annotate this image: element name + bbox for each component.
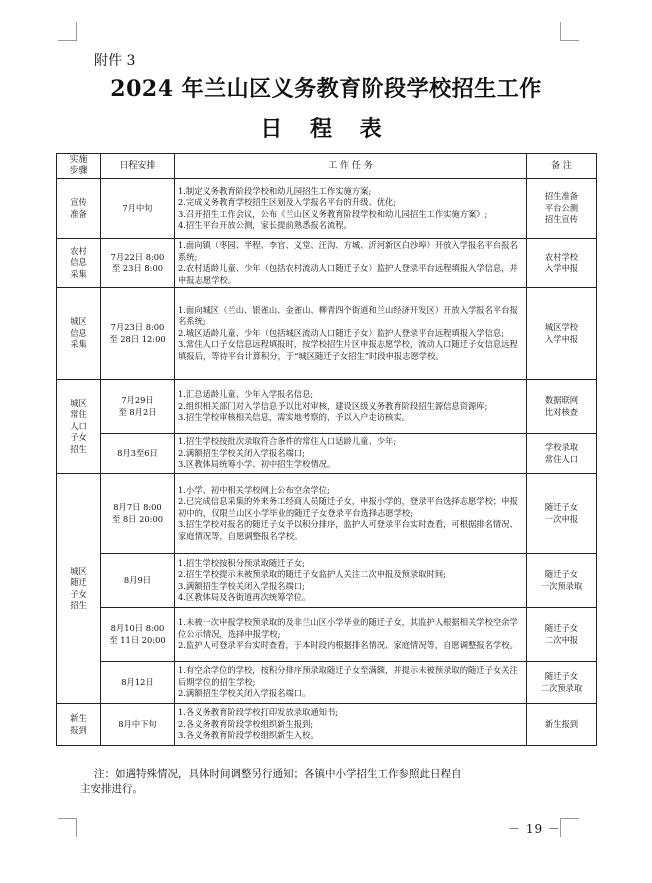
attachment-label: 附件 3 <box>94 53 136 69</box>
footnote <box>80 767 574 797</box>
step-cell: 农村 信息 采集 <box>57 239 101 288</box>
schedule-table <box>56 153 597 746</box>
step-cell: 宣传 准备 <box>57 179 101 239</box>
task-cell: 1.小学、初中相关学校网上公布空余学位; 2.已完成信息采集的外来务工经商人员随迁子女，申报小学的，登录平台选择志愿学校；申报初中的，仅限兰山区小学毕业的随迁子女登录平台选择志愿学校; 3.招生学校对报名的随迁子女予以积分排序，监护人可登录平台实时查看，可根据排名情况、家庭情况等，自愿调整报名学校。 <box>175 474 527 554</box>
header-date: 日程安排 <box>101 154 175 179</box>
task-cell: 1.汇总适龄儿童、少年入学报名信息; 2.组织相关部门对入学信息予以比对审核，建设区级义务教育阶段招生源信息资源库; 3.招生学校审核相关信息，需实地考察的，予以入户走访核实。 <box>175 380 527 434</box>
table-row <box>57 288 597 380</box>
note-cell: 城区学校 入学申报 <box>527 288 597 380</box>
task-cell: 1.有空余学位的学校，按积分排序预录取随迁子女至满额，并提示未被预录取的随迁子女关注后期学位的招生学校; 2.满额招生学校关闭入学报名端口。 <box>175 662 527 704</box>
task-cell: 1.招生学校按积分预录取随迁子女; 2.招生学校提示未被预录取的随迁子女监护人关注二次申报及预录取时间; 3.满额招生学校关闭入学报名端口; 4.区教体局及各街道再次统筹学位。 <box>175 554 527 608</box>
note-cell: 农村学校 入学申报 <box>527 239 597 288</box>
header-task: 工 作 任 务 <box>175 154 527 179</box>
date-cell: 8月中下旬 <box>101 704 175 746</box>
date-cell: 8月12日 <box>101 662 175 704</box>
table-row <box>57 704 597 746</box>
table-row <box>57 179 597 239</box>
table-row <box>57 662 597 704</box>
note-cell: 新生报到 <box>527 704 597 746</box>
table-row <box>57 239 597 288</box>
header-note: 备 注 <box>527 154 597 179</box>
crop-mark-bottom-right <box>560 818 579 837</box>
note-cell: 数据联网 比对核查 <box>527 380 597 434</box>
table-row <box>57 434 597 474</box>
date-cell: 7月22日 8:00 至 23日 8:00 <box>101 239 175 288</box>
table-row <box>57 554 597 608</box>
date-cell: 7月29日 至 8月2日 <box>101 380 175 434</box>
date-cell: 8月7日 8:00 至 8日 20:00 <box>101 474 175 554</box>
header-step: 实施 步骤 <box>57 154 101 179</box>
date-cell: 8月10日 8:00 至 11日 20:00 <box>101 608 175 662</box>
date-cell: 7月中旬 <box>101 179 175 239</box>
date-cell: 8月3至6日 <box>101 434 175 474</box>
task-cell: 1.招生学校按批次录取符合条件的常住人口适龄儿童、少年; 2.满额招生学校关闭入学报名端口; 3.区教体局统筹小学、初中招生学校情况。 <box>175 434 527 474</box>
note-cell: 招生准备 平台公测 招生宣传 <box>527 179 597 239</box>
crop-mark-bottom-left <box>58 818 77 837</box>
document-title: 2024 年兰山区义务教育阶段学校招生工作 <box>110 76 542 102</box>
note-cell: 随迁子女 一次预录取 <box>527 554 597 608</box>
note-cell: 随迁子女 二次预录取 <box>527 662 597 704</box>
task-cell: 1.未被一次申报学校预录取的及非兰山区小学毕业的随迁子女，其监护人根据相关学校空余学位公示情况，选择申报学校; 2.监护人可登录平台实时查看，于本时段内根据排名情况、家庭情况等，自愿调整报名学校。 <box>175 608 527 662</box>
note-cell: 随迁子女 一次申报 <box>527 474 597 554</box>
step-cell: 城区 信息 采集 <box>57 288 101 380</box>
task-cell: 1.面向城区（兰山、银雀山、金雀山、柳青四个街道和兰山经济开发区）开放入学报名平台报名系统; 2.城区适龄儿童、少年（包括城区流动人口随迁子女）监护人登录平台远程填报入学信息; 3.常住人口子女信息远程填报时，按学校招生片区申报志愿学校，流动人口随迁子女信息远程填报后，等待平台计算积分，于“城区随迁子女招生”时段申报志愿学校。 <box>175 288 527 380</box>
task-cell: 1.面向镇（枣园、半程、李官、义堂、汪沟、方城、沂河新区白沙埠）开放入学报名平台报名系统; 2.农村适龄儿童、少年（包括农村流动人口随迁子女）监护人登录平台远程填报入学信息，并申报志愿学校。 <box>175 239 527 288</box>
footnote-line1: 注：如遇特殊情况，具体时间调整另行通知；各镇中小学招生工作参照此日程自 <box>94 768 462 780</box>
table-row <box>57 474 597 554</box>
page-number: － 19 － <box>508 822 561 836</box>
table-row <box>57 380 597 434</box>
date-cell: 7月23日 8:00 至 28日 12:00 <box>101 288 175 380</box>
table-row <box>57 608 597 662</box>
date-cell: 8月9日 <box>101 554 175 608</box>
footnote-line2: 主安排进行。 <box>80 783 143 795</box>
note-cell: 随迁子女 二次申报 <box>527 608 597 662</box>
step-cell: 新生 报到 <box>57 704 101 746</box>
task-cell: 1.各义务教育阶段学校打印发放录取通知书; 2.各义务教育阶段学校组织新生报到; 3.各义务教育阶段学校组织新生入校。 <box>175 704 527 746</box>
task-cell: 1.制定义务教育阶段学校和幼儿园招生工作实施方案; 2.完成义务教育学校招生区划及入学报名平台的升级、优化; 3.召开招生工作会议，公布《兰山区义务教育阶段学校和幼儿园招生工作实施方案》; 4.招生平台开放公测，家长提前熟悉报名流程。 <box>175 179 527 239</box>
crop-mark-top-left <box>58 22 77 41</box>
note-cell: 学校录取 常住人口 <box>527 434 597 474</box>
step-cell: 城区 随迁 子女 招生 <box>57 474 101 704</box>
document-subtitle: 日 程 表 <box>260 116 392 142</box>
table-header-row <box>57 154 597 179</box>
step-cell: 城区 常住 人口 子女 招生 <box>57 380 101 474</box>
crop-mark-top-right <box>560 22 579 41</box>
